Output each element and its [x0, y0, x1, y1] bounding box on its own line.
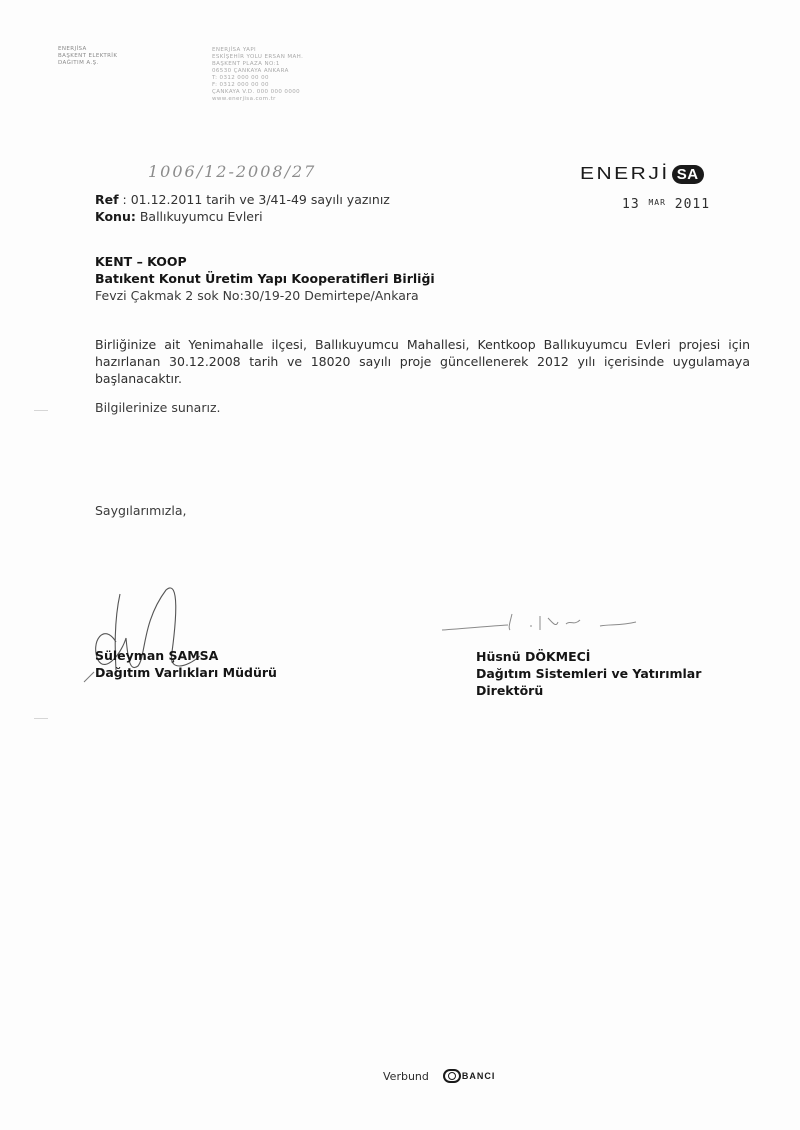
stamp-day: 13 [622, 197, 640, 212]
sabanci-logo [443, 1069, 496, 1083]
ref-line [95, 192, 390, 207]
address-block [212, 47, 303, 103]
footer [383, 1069, 495, 1083]
address-line: F: 0312 000 00 00 [212, 82, 269, 88]
address-line: T: 0312 000 00 00 [212, 75, 269, 81]
sabanci-mark-icon [443, 1069, 461, 1083]
sender-line: DAĞITIM A.Ş. [58, 60, 99, 66]
right-signature-scribble [440, 608, 650, 638]
right-signer-title-2: Direktörü [476, 683, 544, 698]
subject-label: Konu: [95, 209, 136, 224]
footer-partner: Verbund [383, 1069, 429, 1083]
right-signature-block [476, 648, 701, 699]
address-line: ÇANKAYA V.D. 000 000 0000 [212, 89, 301, 95]
ref-label: Ref [95, 192, 119, 207]
salutation: Saygılarımızla, [95, 503, 187, 518]
handwritten-reference: 1006/12-2008/27 [148, 162, 317, 181]
logo-badge: SA [672, 165, 704, 184]
right-signer-title: Dağıtım Sistemleri ve Yatırımlar [476, 666, 702, 681]
sabanci-text: BANCI [461, 1071, 496, 1081]
ref-value: : 01.12.2011 tarih ve 3/41-49 sayılı yazınız [122, 192, 390, 207]
closing-sentence: Bilgilerinize sunarız. [95, 400, 221, 415]
stamp-month: MAR [648, 198, 666, 207]
subject-value: Ballıkuyumcu Evleri [139, 209, 263, 224]
address-line: ENERJİSA YAPI [212, 47, 257, 53]
address-line: 06530 ÇANKAYA ANKARA [212, 68, 289, 74]
sender-line: BAŞKENT ELEKTRİK [58, 53, 118, 59]
recipient-org: Batıkent Konut Üretim Yapı Kooperatifleri Birliği [95, 271, 435, 286]
address-line: www.enerjisa.com.tr [212, 96, 276, 102]
left-signer-title: Dağıtım Varlıkları Müdürü [95, 665, 277, 680]
subject-line [95, 209, 263, 224]
sender-block [58, 46, 117, 67]
scan-mark [34, 410, 48, 411]
date-stamp [622, 197, 710, 212]
enerjisa-logo [580, 162, 704, 186]
logo-text: ENERJİ [580, 163, 670, 184]
address-line: ESKİŞEHİR YOLU ERSAN MAH. [212, 54, 304, 60]
stamp-year: 2011 [674, 197, 711, 212]
scan-mark [34, 718, 48, 719]
recipient-address: Fevzi Çakmak 2 sok No:30/19-20 Demirtepe/Ankara [95, 288, 419, 303]
recipient-name: KENT – KOOP [95, 254, 187, 269]
sender-line: ENERJİSA [58, 46, 87, 52]
right-signer-name: Hüsnü DÖKMECİ [476, 649, 591, 664]
recipient-block [95, 253, 435, 304]
left-signer-name: Süleyman ŞAMSA [95, 648, 219, 663]
body-paragraph: Birliğinize ait Yenimahalle ilçesi, Ballıkuyumcu Mahallesi, Kentkoop Ballıkuyumcu Evleri projesi için hazırlanan 30.12.2008 tarih ve 18020 sayılı proje güncellenerek 2012 yılı içerisinde uygulamaya başlanacaktır. [95, 337, 750, 386]
left-signature-block [95, 647, 277, 681]
address-line: BAŞKENT PLAZA NO:1 [212, 61, 280, 67]
